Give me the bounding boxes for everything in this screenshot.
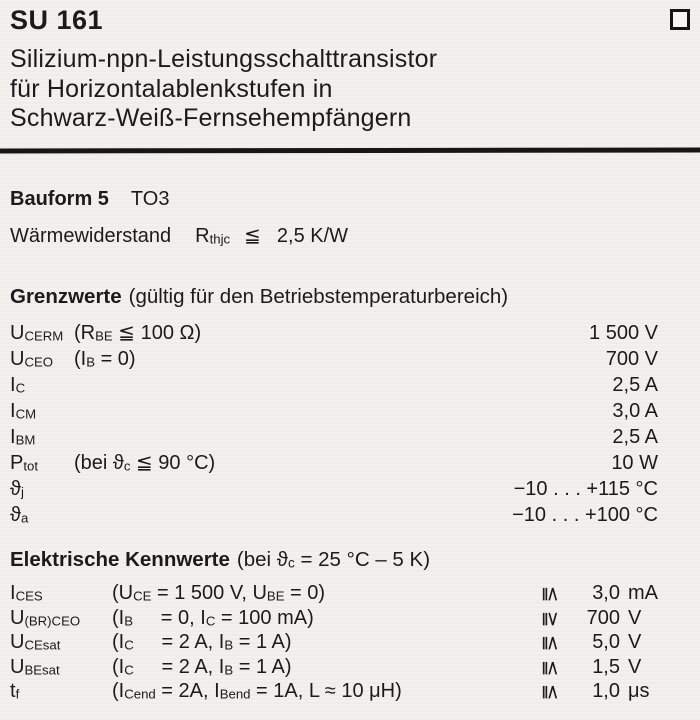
thermal-resistance-label: Wärmewiderstand [10, 225, 172, 247]
text-run: = 2 A, I [133, 655, 225, 678]
text-run: = 1 500 V, U [151, 582, 267, 604]
subscript: C [15, 380, 26, 396]
description-line: Silizium-npn-Leistungsschalttransistor [10, 45, 438, 73]
table-row [10, 655, 670, 680]
grenzwerte-heading [10, 284, 508, 309]
limit-value: −10 . . . +100 °C [512, 504, 658, 526]
value: 700 [586, 606, 620, 629]
text-run: ≦ 90 °C) [130, 452, 216, 474]
text-run: U [10, 348, 25, 370]
table-row [10, 450, 658, 476]
param-symbol [10, 679, 112, 707]
subscript: C [205, 613, 216, 629]
subscript: BM [15, 432, 36, 448]
text-run: = 2A, I [155, 680, 220, 702]
device-description [10, 45, 437, 134]
subscript: (BR)CEO [24, 613, 81, 629]
subscript: BE [266, 588, 285, 604]
thermal-resistance-symbol [195, 225, 230, 247]
text-run: t [10, 680, 16, 702]
value: 5,0 [592, 631, 620, 653]
table-row [10, 630, 670, 655]
subscript: tot [23, 458, 39, 474]
kennwerte-heading-title: Elektrische Kennwerte [10, 548, 230, 571]
subscript: c [288, 555, 295, 571]
rotated-relation-glyph: ≦ [539, 585, 562, 603]
square-outline-icon [670, 9, 690, 30]
subscript: f [15, 686, 20, 702]
text-run: (R [74, 322, 96, 344]
text-run: ϑ [10, 504, 21, 526]
limit-value: −10 . . . +115 °C [513, 478, 658, 500]
text-run: (U [112, 582, 134, 604]
subscript: B [86, 354, 96, 370]
limit-value: 3,0 A [612, 400, 658, 422]
value: 1,5 [592, 655, 620, 678]
rotated-relation-glyph: ≦ [539, 634, 562, 652]
subscript: CEO [24, 354, 54, 370]
grenzwerte-heading-title: Grenzwerte [10, 285, 122, 308]
unit: μs [628, 680, 650, 702]
value: 3,0 [592, 582, 620, 604]
package-value: TO3 [130, 188, 170, 210]
subscript: B [224, 637, 234, 653]
subscript: CES [15, 588, 43, 604]
limit-value: 700 V [605, 348, 658, 370]
limit-value: 2,5 A [612, 426, 658, 448]
text-run: (I [112, 680, 125, 702]
unit: V [628, 655, 642, 678]
text-run: = 0, I [133, 606, 206, 629]
subscript: thjc [209, 231, 231, 247]
param-conditions [74, 346, 606, 376]
text-run: I [10, 374, 16, 396]
relation-symbol: ≦ [244, 225, 261, 247]
package-row [10, 187, 169, 211]
text-run: = 0) [284, 582, 326, 604]
text-run: U [10, 322, 25, 344]
rotated-relation-glyph: ≧ [539, 610, 562, 628]
subscript: c [123, 458, 131, 474]
text-run: (I [112, 655, 125, 678]
table-row [10, 398, 658, 424]
kennwerte-table [10, 581, 670, 704]
text-run: = 1 A) [233, 631, 292, 653]
table-row [10, 606, 670, 631]
table-row [10, 320, 658, 346]
relation-symbol [538, 655, 562, 680]
subscript: B [224, 662, 234, 678]
unit: mA [628, 582, 658, 604]
thermal-resistance-row [10, 224, 348, 252]
subscript: CEsat [24, 637, 61, 653]
relation-symbol [538, 630, 562, 655]
text-run: = 100 mA) [215, 606, 314, 629]
table-row [10, 679, 670, 704]
relation-symbol [538, 606, 562, 631]
kennwerte-heading-note [237, 548, 430, 571]
value: 1,0 [592, 680, 620, 702]
grenzwerte-table [10, 320, 658, 528]
text-run: ϑ [10, 478, 21, 500]
limit-value: 1 500 V [589, 322, 658, 344]
text-run: U [10, 631, 25, 653]
subscript: BEsat [24, 662, 60, 678]
text-run: = 1A, L ≈ 10 μH) [250, 680, 402, 702]
table-row [10, 476, 658, 502]
text-run: I [10, 582, 16, 604]
text-run: I [10, 426, 16, 448]
text-run: = 25 °C – 5 K) [294, 548, 431, 571]
subscript: BE [95, 328, 113, 344]
text-run: (I [112, 631, 125, 653]
text-run: I [10, 400, 16, 422]
part-number-title: SU 161 [10, 5, 104, 35]
subscript: CE [133, 588, 152, 604]
text-run: = 1 A) [233, 655, 292, 678]
param-symbol [10, 502, 74, 532]
subscript: B [124, 613, 134, 629]
subscript: CM [15, 406, 37, 422]
description-line: Schwarz-Weiß-Fernsehempfängern [10, 104, 412, 132]
text-run: ≦ 100 Ω) [112, 322, 202, 344]
text-run: U [10, 655, 25, 678]
text-run: (I [112, 606, 125, 629]
text-run: P [10, 452, 24, 474]
text-run: = 2 A, I [133, 631, 225, 653]
section-divider-rule [0, 148, 700, 154]
subscript: C [124, 662, 134, 678]
limit-value: 10 W [611, 452, 658, 474]
subscript: a [20, 510, 29, 526]
relation-symbol [538, 581, 562, 606]
limit-value: 2,5 A [612, 374, 658, 396]
kennwerte-heading [10, 547, 430, 576]
text-run: (I [74, 348, 87, 370]
text-run: (bei ϑ [74, 452, 124, 474]
unit: V [628, 606, 642, 629]
thermal-resistance-value: 2,5 K/W [276, 225, 349, 247]
table-row [10, 581, 670, 606]
unit: V [628, 631, 642, 653]
table-row [10, 346, 658, 372]
subscript: Bend [219, 686, 251, 702]
subscript: j [20, 484, 24, 500]
table-row [10, 502, 658, 528]
package-label: Bauform 5 [10, 188, 109, 210]
table-row [10, 424, 658, 450]
relation-symbol [538, 679, 562, 704]
grenzwerte-heading-note: (gültig für den Betriebstemperaturbereich) [128, 285, 509, 308]
text-run: U [10, 606, 25, 629]
table-row [10, 372, 658, 398]
text-run: = 0) [95, 348, 136, 370]
param-conditions [112, 679, 538, 707]
subscript: C [124, 637, 134, 653]
description-line: für Horizontalablenkstufen in [10, 74, 333, 103]
rotated-relation-glyph: ≦ [539, 683, 562, 701]
subscript: CERM [24, 328, 64, 344]
text-run: R [195, 225, 210, 247]
rotated-relation-glyph: ≦ [539, 659, 562, 677]
text-run: (bei ϑ [236, 548, 288, 571]
subscript: Cend [124, 686, 156, 702]
